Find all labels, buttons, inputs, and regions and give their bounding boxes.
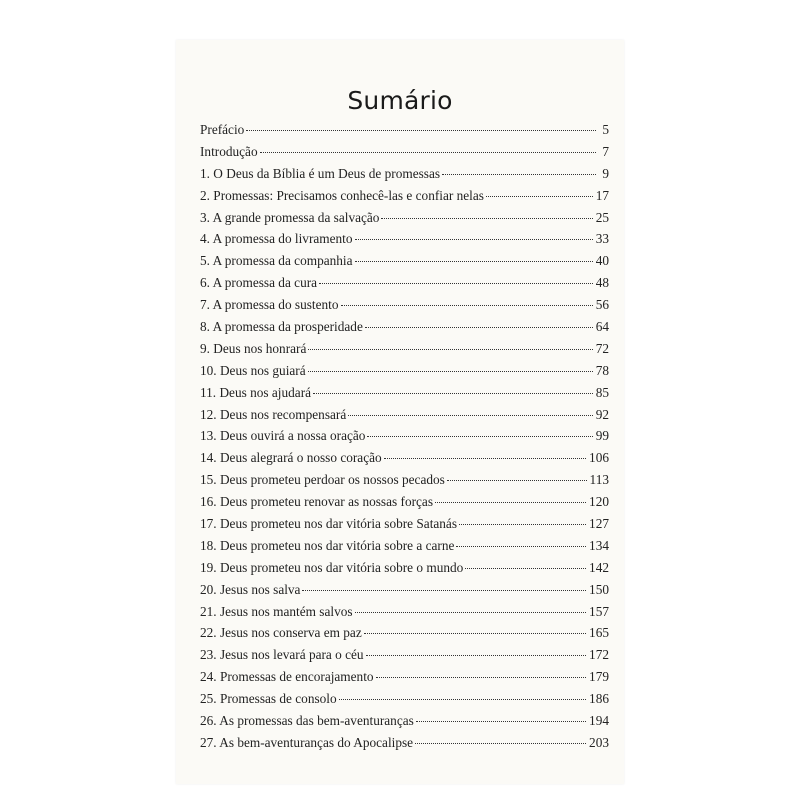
- toc-entry-page-number: 78: [595, 362, 609, 378]
- toc-entry-title: 23. Jesus nos levará para o céu: [200, 647, 364, 663]
- toc-entry: [200, 404, 609, 426]
- dot-leader: [355, 612, 587, 613]
- toc-entry: [200, 272, 609, 294]
- toc-entry-title: Prefácio: [200, 122, 245, 137]
- toc-entry: [200, 141, 609, 163]
- toc-entry: [200, 601, 609, 623]
- dot-leader: [341, 305, 593, 306]
- toc-entry: [200, 207, 609, 229]
- dot-leader: [456, 546, 586, 547]
- toc-entry-page-number: 203: [589, 734, 609, 750]
- toc-entry: [200, 622, 609, 644]
- dot-leader: [364, 633, 586, 634]
- toc-entry: [200, 250, 609, 272]
- toc-entry: [200, 316, 609, 338]
- dot-leader: [339, 699, 586, 700]
- toc-entry-title: 26. As promessas das bem-aventuranças: [200, 713, 414, 729]
- toc-entry: [200, 535, 609, 557]
- toc-entry-title: 2. Promessas: Precisamos conhecê-las e confiar nelas: [200, 187, 484, 203]
- toc-entry: [200, 469, 609, 491]
- dot-leader: [319, 283, 593, 284]
- toc-entry-title: 27. As bem-aventuranças do Apocalipse: [200, 734, 414, 750]
- toc-entry-page-number: 40: [595, 253, 609, 269]
- toc-entry: [200, 447, 609, 469]
- toc-entry-title: 14. Deus alegrará o nosso coração: [200, 450, 382, 466]
- toc-entry-title: 15. Deus prometeu perdoar os nossos pecados: [200, 472, 445, 488]
- toc-entry-title: 24. Promessas de encorajamento: [200, 669, 374, 685]
- toc-entry-page-number: 157: [589, 603, 609, 619]
- dot-leader: [308, 371, 593, 372]
- book-page: [176, 40, 624, 784]
- dot-leader: [381, 218, 592, 219]
- toc-entry-page-number: 33: [595, 231, 609, 247]
- toc-entry-page-number: 99: [595, 428, 609, 444]
- toc-entry-title: 13. Deus ouvirá a nossa oração: [200, 428, 366, 444]
- toc-entry-title: Introdução: [200, 143, 258, 159]
- toc-entry-title: 7. A promessa do sustento: [200, 297, 339, 313]
- toc-entry: [200, 513, 609, 535]
- toc-entry: [200, 119, 609, 141]
- toc-entry-page-number: 150: [589, 581, 609, 597]
- dot-leader: [355, 239, 593, 240]
- toc-entry: [200, 579, 609, 601]
- toc-entry-page-number: 85: [595, 384, 609, 400]
- toc-entry: [200, 710, 609, 732]
- dot-leader: [308, 349, 592, 350]
- dot-leader: [415, 743, 586, 744]
- dot-leader: [442, 174, 596, 175]
- toc-entry: [200, 294, 609, 316]
- toc-entry-title: 12. Deus nos recompensará: [200, 406, 347, 422]
- toc-entry-title: 6. A promessa da cura: [200, 275, 318, 291]
- toc-entry: [200, 338, 609, 360]
- toc-entry-page-number: 5: [602, 122, 609, 137]
- toc-entry: [200, 557, 609, 579]
- dot-leader: [355, 261, 593, 262]
- toc-entry-title: 10. Deus nos guiará: [200, 362, 306, 378]
- toc-entry-title: 16. Deus prometeu renovar as nossas forças: [200, 494, 433, 510]
- toc-entry-page-number: 194: [589, 713, 609, 729]
- toc-entry-page-number: 64: [595, 319, 609, 335]
- toc-entry-page-number: 186: [589, 691, 609, 707]
- toc-entry-page-number: 165: [589, 625, 609, 641]
- dot-leader: [447, 480, 587, 481]
- toc-entry-title: 20. Jesus nos salva: [200, 581, 301, 597]
- toc-entry: [200, 491, 609, 513]
- toc-entry-title: 1. O Deus da Bíblia é um Deus de promessas: [200, 165, 441, 181]
- toc-entry-title: 18. Deus prometeu nos dar vitória sobre a carne: [200, 537, 455, 553]
- toc-entry-page-number: 113: [589, 472, 609, 488]
- toc-entry-title: 11. Deus nos ajudará: [200, 384, 312, 400]
- dot-leader: [348, 415, 592, 416]
- toc-entry-page-number: 25: [595, 209, 609, 225]
- toc-entry: [200, 185, 609, 207]
- toc-entry-page-number: 120: [589, 494, 609, 510]
- toc-entry-title: 3. A grande promessa da salvação: [200, 209, 380, 225]
- dot-leader: [465, 568, 586, 569]
- toc-entry: [200, 228, 609, 250]
- toc-entry: [200, 425, 609, 447]
- toc-entry: [200, 163, 609, 185]
- table-of-contents: [200, 119, 609, 754]
- dot-leader: [435, 502, 586, 503]
- toc-entry-page-number: 106: [589, 450, 609, 466]
- toc-entry-page-number: 134: [589, 537, 609, 553]
- toc-entry-title: 22. Jesus nos conserva em paz: [200, 625, 362, 641]
- toc-entry-page-number: 56: [595, 297, 609, 313]
- toc-entry: [200, 666, 609, 688]
- dot-leader: [313, 393, 593, 394]
- dot-leader: [384, 458, 586, 459]
- toc-entry-title: 19. Deus prometeu nos dar vitória sobre o mundo: [200, 559, 464, 575]
- dot-leader: [486, 196, 593, 197]
- toc-entry-title: 21. Jesus nos mantém salvos: [200, 603, 353, 619]
- toc-entry-title: 4. A promessa do livramento: [200, 231, 353, 247]
- toc-entry: [200, 382, 609, 404]
- toc-entry-page-number: 17: [595, 187, 609, 203]
- dot-leader: [367, 436, 592, 437]
- toc-entry-page-number: 7: [602, 143, 609, 159]
- dot-leader: [365, 327, 593, 328]
- toc-entry: [200, 360, 609, 382]
- toc-entry-page-number: 142: [589, 559, 609, 575]
- dot-leader: [302, 590, 586, 591]
- toc-entry-title: 8. A promessa da prosperidade: [200, 319, 363, 335]
- toc-entry-title: 9. Deus nos honrará: [200, 340, 307, 356]
- toc-entry-title: 17. Deus prometeu nos dar vitória sobre Satanás: [200, 516, 458, 532]
- toc-entry-title: 5. A promessa da companhia: [200, 253, 353, 269]
- dot-leader: [366, 655, 586, 656]
- toc-entry: [200, 688, 609, 710]
- toc-entry-page-number: 92: [595, 406, 609, 422]
- page-title: Sumário: [347, 86, 453, 115]
- toc-entry-page-number: 48: [595, 275, 609, 291]
- toc-entry-page-number: 127: [589, 516, 609, 532]
- toc-entry: [200, 644, 609, 666]
- dot-leader: [260, 152, 596, 153]
- dot-leader: [459, 524, 586, 525]
- toc-entry-page-number: 179: [589, 669, 609, 685]
- toc-entry: [200, 732, 609, 754]
- dot-leader: [376, 677, 586, 678]
- toc-entry-page-number: 9: [602, 165, 609, 181]
- dot-leader: [416, 721, 586, 722]
- toc-entry-page-number: 72: [595, 340, 609, 356]
- toc-entry-title: 25. Promessas de consolo: [200, 691, 337, 707]
- toc-entry-page-number: 172: [589, 647, 609, 663]
- dot-leader: [246, 130, 596, 131]
